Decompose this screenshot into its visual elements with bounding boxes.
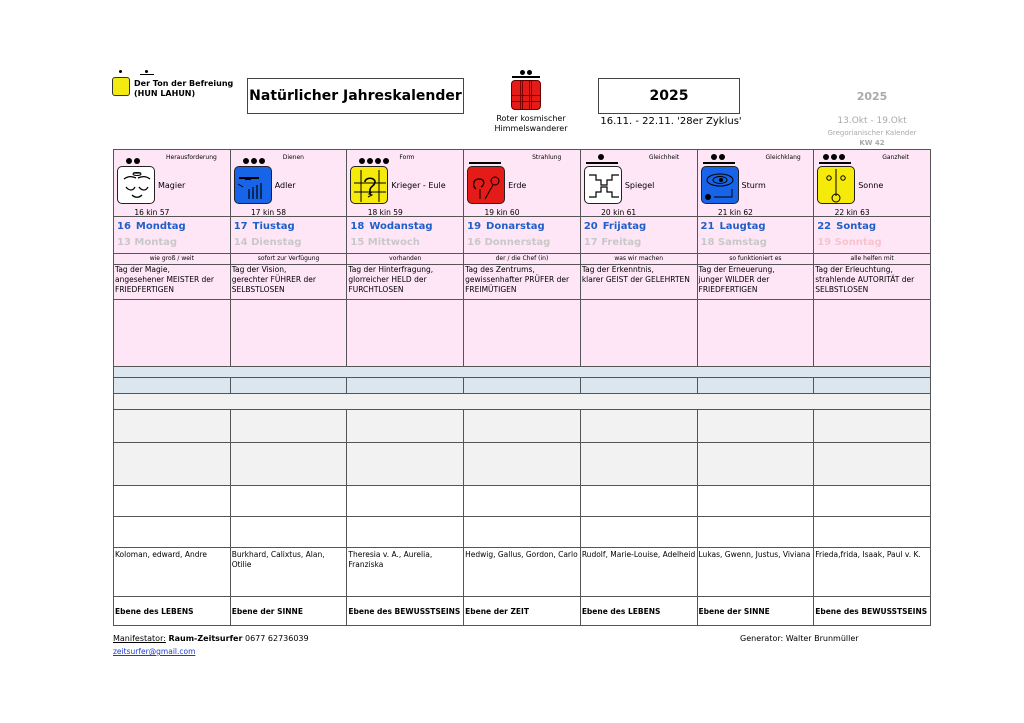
name-days-line: Rudolf, Marie-Louise, Adelheid [581, 550, 696, 559]
email-link[interactable]: zeitsurfer@gmail.com [113, 647, 196, 656]
grey-row-2 [114, 443, 931, 486]
natural-day [234, 221, 347, 232]
description-line: gewissenhafter PRÜFER der [465, 275, 570, 284]
gregorian-day: 14 Dienstag [233, 237, 302, 248]
sign-name: Sturm [741, 181, 766, 190]
white-row-2 [114, 517, 931, 548]
day-level: Ebene des BEWUSSTSEINS [347, 597, 464, 626]
description-line: Tag der Erneuerung, [698, 265, 775, 274]
tone-dots-icon [359, 158, 389, 164]
day-description [347, 265, 464, 300]
sonne-glyph-icon [817, 166, 855, 204]
span-row-blue [114, 367, 931, 378]
name-days-cell [580, 548, 697, 597]
day-motto: was wir machen [580, 254, 697, 265]
day-sign-cell[interactable] [347, 150, 464, 217]
white-row-1 [114, 486, 931, 517]
tone-quality: Form [399, 154, 415, 161]
description-line: FURCHTLOSEN [348, 285, 404, 294]
date-cell[interactable] [814, 217, 931, 254]
date-cell[interactable] [114, 217, 231, 254]
blue-cell[interactable] [697, 378, 814, 394]
natural-day-number: 20 [583, 221, 598, 232]
gregorian-range: 13.Okt - 19.Okt [837, 116, 907, 126]
name-days-cell [814, 548, 931, 597]
notes-cell[interactable] [697, 300, 814, 367]
description-line: Tag der Hinterfragung, [348, 265, 434, 274]
day-sign-cell[interactable] [580, 150, 697, 217]
sign-row [114, 150, 931, 217]
phone-number: 0677 62736039 [244, 634, 309, 643]
natural-day-name: Laugtag [719, 221, 766, 232]
tone-bar-icon [140, 70, 154, 76]
kin-number: 18 kin 59 [367, 208, 403, 217]
day-sign-cell[interactable] [114, 150, 231, 217]
description-line: glorreicher HELD der [348, 275, 427, 284]
description-line: junger WILDER der [698, 275, 770, 284]
notes-cell[interactable] [114, 300, 231, 367]
name-days-line: Frieda,frida, Isaak, Paul v. K. [815, 550, 921, 559]
natural-day-number: 18 [350, 221, 365, 232]
motto-row [114, 254, 931, 265]
sign-name: Adler [274, 181, 296, 190]
name-days-cell [697, 548, 814, 597]
grey-cell[interactable] [464, 443, 581, 486]
name-days-cell [464, 548, 581, 597]
tone-quality: Herausforderung [166, 154, 217, 161]
white-cell[interactable] [580, 517, 697, 548]
name-days-cell [230, 548, 347, 597]
day-level: Ebene der SINNE [697, 597, 814, 626]
generator-credit: Generator: Walter Brunmüller [740, 634, 859, 643]
gregorian-day: 18 Samstag [700, 237, 767, 248]
natural-day-number: 21 [700, 221, 715, 232]
day-motto: wie groß / weit [114, 254, 231, 265]
day-level: Ebene der SINNE [230, 597, 347, 626]
erde-glyph-icon [467, 166, 505, 204]
natural-day-number: 17 [233, 221, 248, 232]
tone-dots-icon [126, 158, 140, 164]
grey-cell[interactable] [814, 410, 931, 443]
notes-cell[interactable] [464, 300, 581, 367]
krieger-eule-glyph-icon [350, 166, 388, 204]
spiegel-glyph-icon [584, 166, 622, 204]
kin-caption [494, 114, 568, 134]
grey-cell[interactable] [114, 410, 231, 443]
blue-cell[interactable] [230, 378, 347, 394]
kin-number: 17 kin 58 [251, 208, 287, 217]
description-line: Tag des Zentrums, [465, 265, 535, 274]
grey-row-1 [114, 410, 931, 443]
kin-number: 19 kin 60 [484, 208, 520, 217]
manifestator-name: Raum-Zeitsurfer [168, 634, 243, 643]
day-motto: sofort zur Verfügung [230, 254, 347, 265]
magier-glyph-icon [117, 166, 155, 204]
gregorian-day: 13 Montag [117, 237, 178, 248]
blue-cell[interactable] [347, 378, 464, 394]
natural-day-name: Donarstag [486, 221, 545, 232]
white-cell[interactable] [697, 517, 814, 548]
description-line: Tag der Magie, [115, 265, 170, 274]
cycle-range: 16.11. - 22.11. '28er Zyklus' [600, 116, 742, 127]
kin-sign-icon [506, 70, 546, 110]
tone-quality: Ganzheit [882, 154, 910, 161]
kin-caption-line1: Roter kosmischer [496, 114, 566, 123]
description-line: gerechter FÜHRER der [231, 275, 316, 284]
sign-name: Sonne [858, 181, 884, 190]
tone-dots-icon [598, 154, 604, 160]
natural-day [701, 221, 814, 232]
white-cell[interactable] [697, 486, 814, 517]
kin-number: 21 kin 62 [717, 208, 753, 217]
blue-cell[interactable] [114, 378, 231, 394]
description-line: Tag der Erkenntnis, [581, 265, 654, 274]
white-cell[interactable] [347, 486, 464, 517]
gregorian-week: KW 42 [859, 139, 885, 147]
notes-cell[interactable] [347, 300, 464, 367]
gregorian-day: 15 Mittwoch [350, 237, 420, 248]
description-line: FRIEDFERTIGEN [115, 285, 174, 294]
blue-cell[interactable] [580, 378, 697, 394]
white-cell[interactable] [230, 486, 347, 517]
blue-cell[interactable] [464, 378, 581, 394]
natural-day-name: Sontag [836, 221, 877, 232]
day-sign-cell[interactable] [464, 150, 581, 217]
tone-dots-icon [243, 158, 265, 164]
tone-label-line1: Der Ton der Befreiung [134, 79, 234, 88]
tone-bar-icon [703, 162, 735, 164]
description-line: FREIMÜTIGEN [465, 285, 517, 294]
blue-cell[interactable] [814, 378, 931, 394]
kin-number: 20 kin 61 [601, 208, 637, 217]
white-cell[interactable] [230, 517, 347, 548]
natural-day [350, 221, 463, 232]
white-cell[interactable] [464, 486, 581, 517]
tone-glyph-icon [112, 70, 130, 100]
page-title: Natürlicher Jahreskalender [247, 78, 464, 114]
gregorian-day: 19 Sonntag [817, 237, 882, 248]
day-level: Ebene des LEBENS [580, 597, 697, 626]
natural-day-number: 22 [817, 221, 832, 232]
gregorian-day: 16 Donnerstag [467, 237, 551, 248]
notes-cell[interactable] [230, 300, 347, 367]
day-sign-cell[interactable] [814, 150, 931, 217]
description-line: klarer GEIST der GELEHRTEN [581, 275, 690, 284]
date-cell[interactable] [464, 217, 581, 254]
name-days-cell [347, 548, 464, 597]
grey-cell[interactable] [347, 410, 464, 443]
natural-day-number: 19 [467, 221, 482, 232]
manifestator-label: Manifestator: [113, 634, 166, 643]
name-days-cell [114, 548, 231, 597]
description-line: Tag der Erleuchtung, [815, 265, 893, 274]
day-motto: vorhanden [347, 254, 464, 265]
date-cell[interactable] [230, 217, 347, 254]
tone-label-line2: (HUN LAHUN) [134, 89, 196, 98]
manifestator-line [113, 634, 309, 643]
notes-cell[interactable] [580, 300, 697, 367]
natural-day-name: Tiustag [252, 221, 295, 232]
description-line: strahlende AUTORITÄT der [815, 275, 915, 284]
name-days-line: Theresia v. A., Aurelia, [348, 550, 433, 559]
natural-day [817, 221, 930, 232]
name-days-line: Koloman, edward, Andre [115, 550, 207, 559]
notes-cell[interactable] [814, 300, 931, 367]
name-days-line: Lukas, Gwenn, Justus, Viviana [698, 550, 811, 559]
description-line: SELBSTLOSEN [231, 285, 285, 294]
tone-label [134, 79, 233, 99]
blue-row [114, 378, 931, 394]
tone-quality: Gleichheit [648, 154, 680, 161]
tone-logo [112, 70, 233, 100]
day-description [464, 265, 581, 300]
tone-quality: Strahlung [532, 154, 562, 161]
grey-cell[interactable] [230, 410, 347, 443]
sign-name: Magier [158, 181, 186, 190]
grey-span-cell[interactable] [114, 394, 931, 410]
grey-cell[interactable] [580, 410, 697, 443]
tone-bar-icon [819, 162, 851, 164]
day-description [814, 265, 931, 300]
natural-day-name: Frijatag [602, 221, 647, 232]
day-sign-cell[interactable] [697, 150, 814, 217]
date-cell[interactable] [697, 217, 814, 254]
kin-number: 16 kin 57 [134, 208, 170, 217]
day-motto: alle helfen mit [814, 254, 931, 265]
day-description [697, 265, 814, 300]
natural-day-name: Mondtag [135, 221, 186, 232]
gregorian-day: 17 Freitag [583, 237, 642, 248]
description-row [114, 265, 931, 300]
grey-cell[interactable] [697, 410, 814, 443]
white-cell[interactable] [814, 517, 931, 548]
grey-cell[interactable] [464, 410, 581, 443]
grey-cell[interactable] [697, 443, 814, 486]
date-cell[interactable] [580, 217, 697, 254]
year-box: 2025 [598, 78, 740, 114]
date-cell[interactable] [347, 217, 464, 254]
day-motto: so funktioniert es [697, 254, 814, 265]
description-line: FRIEDFERTIGEN [698, 285, 758, 294]
natural-day [467, 221, 580, 232]
sturm-glyph-icon [701, 166, 739, 204]
white-cell[interactable] [814, 486, 931, 517]
date-row [114, 217, 931, 254]
description-line: SELBSTLOSEN [815, 285, 869, 294]
description-line: Tag der Vision, [231, 265, 287, 274]
blue-span-cell[interactable] [114, 367, 931, 378]
day-level: Ebene des BEWUSSTSEINS [814, 597, 931, 626]
kin-number: 22 kin 63 [834, 208, 870, 217]
day-description [230, 265, 347, 300]
day-motto: der / die Chef (in) [464, 254, 581, 265]
name-days-line: Burkhard, Calixtus, Alan, Otilie [231, 550, 325, 569]
natural-day-number: 16 [117, 221, 131, 232]
day-sign-cell[interactable] [230, 150, 347, 217]
grey-cell[interactable] [580, 443, 697, 486]
gregorian-label: Gregorianischer Kalender [827, 129, 917, 137]
sign-name: Spiegel [624, 181, 655, 190]
grey-cell[interactable] [114, 443, 231, 486]
tone-dots-icon [823, 154, 845, 160]
name-days-line: Hedwig, Gallus, Gordon, Carlo [465, 550, 578, 559]
tone-bar-icon [469, 162, 501, 164]
natural-day [117, 221, 230, 232]
span-row-grey [114, 394, 931, 410]
day-description [114, 265, 231, 300]
white-cell[interactable] [464, 517, 581, 548]
week-calendar-table [113, 149, 931, 626]
grey-cell[interactable] [347, 443, 464, 486]
day-level: Ebene des LEBENS [114, 597, 231, 626]
tone-dots-icon [711, 154, 725, 160]
description-line: angesehener MEISTER der [115, 275, 215, 284]
level-row [114, 597, 931, 626]
tone-quality: Gleichklang [765, 154, 801, 161]
gregorian-year: 2025 [856, 90, 888, 103]
kin-caption-line2: Himmelswanderer [494, 124, 568, 133]
white-cell[interactable] [114, 517, 231, 548]
natural-day [584, 221, 697, 232]
day-level: Ebene der ZEIT [464, 597, 581, 626]
white-cell[interactable] [580, 486, 697, 517]
white-cell[interactable] [347, 517, 464, 548]
names-row [114, 548, 931, 597]
grey-cell[interactable] [230, 443, 347, 486]
tone-quality: Dienen [282, 154, 304, 161]
name-days-line: Franziska [348, 560, 384, 569]
grey-cell[interactable] [814, 443, 931, 486]
sign-name: Krieger - Eule [391, 181, 446, 190]
adler-glyph-icon [234, 166, 272, 204]
day-description [580, 265, 697, 300]
white-cell[interactable] [114, 486, 231, 517]
sign-name: Erde [508, 181, 527, 190]
tone-bar-icon [586, 162, 618, 164]
natural-day-name: Wodanstag [369, 221, 433, 232]
notes-row [114, 300, 931, 367]
